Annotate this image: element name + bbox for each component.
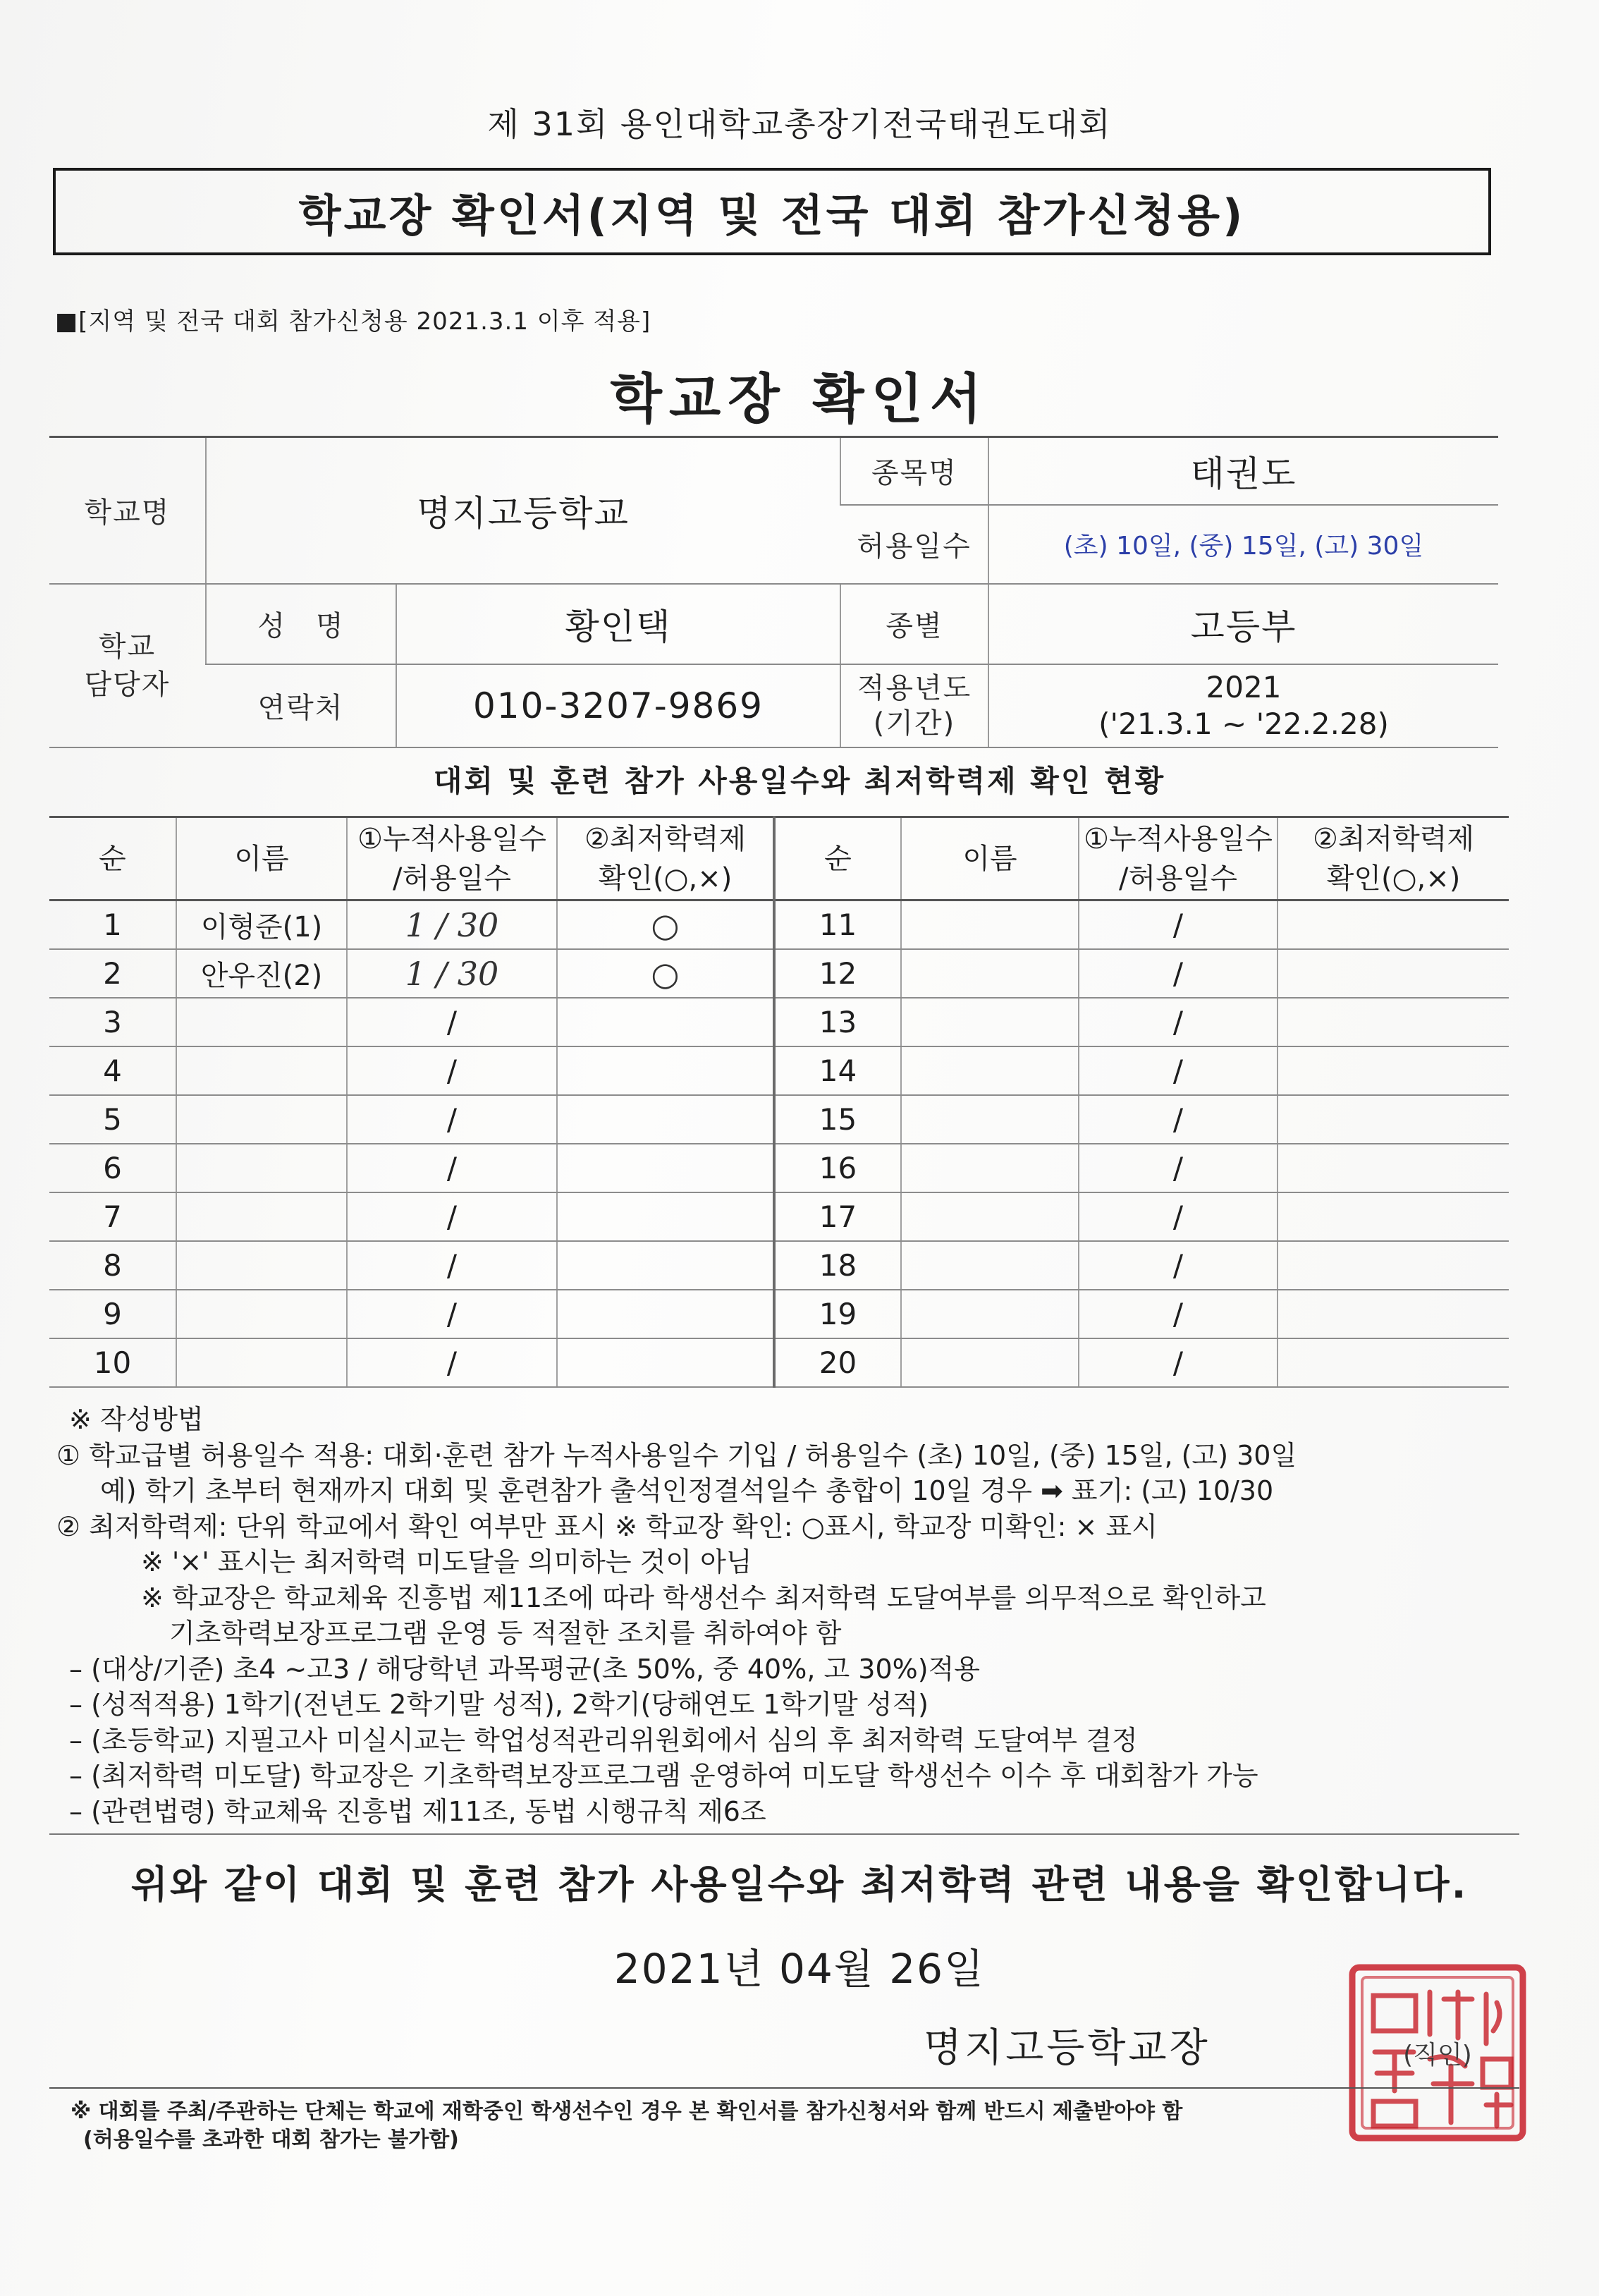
athlete-name-cell — [901, 998, 1079, 1046]
row-number: 13 — [774, 998, 901, 1046]
days-used-cell: / — [1079, 1095, 1278, 1144]
row-number: 16 — [774, 1144, 901, 1192]
instruction-line: ※ 학교장은 학교체육 진흥법 제11조에 따라 학생선수 최저학력 도달여부를 의무적으로 확인하고 — [141, 1582, 1266, 1613]
athlete-name-cell — [176, 1192, 347, 1241]
athlete-name-cell — [901, 1192, 1079, 1241]
days-used-cell: / — [347, 1338, 557, 1387]
days-used-cell: / — [347, 998, 557, 1046]
academic-check-cell — [557, 1095, 774, 1144]
athlete-name-cell — [176, 1144, 347, 1192]
instruction-line: ※ 작성방법 — [69, 1404, 204, 1435]
header-no: 순 — [49, 817, 176, 900]
instruction-line: ② 최저학력제: 단위 학교에서 확인 여부만 표시 ※ 학교장 확인: ○표시, 학교장 미확인: × 표시 — [56, 1510, 1158, 1542]
header-academic-right: ②최저학력제 확인(○,×) — [1278, 817, 1509, 900]
contact-label: 연락처 — [206, 664, 396, 747]
confirmation-statement: 위와 같이 대회 및 훈련 참가 사용일수와 최저학력 관련 내용을 확인합니다. — [130, 1862, 1469, 1907]
academic-check-cell — [1278, 1144, 1509, 1192]
divider-line — [49, 1833, 1519, 1835]
athlete-name-cell — [901, 1046, 1079, 1095]
academic-check-cell — [1278, 1046, 1509, 1095]
header-academic: ②최저학력제 확인(○,×) — [557, 817, 774, 900]
row-number: 18 — [774, 1241, 901, 1290]
table-row — [49, 1046, 1509, 1095]
academic-check-cell — [557, 1338, 774, 1387]
row-number: 10 — [49, 1338, 176, 1387]
athlete-name-cell — [901, 1144, 1079, 1192]
row-number: 9 — [49, 1290, 176, 1338]
sport-label: 종목명 — [840, 437, 988, 505]
form-title: 학교장 확인서(지역 및 전국 대회 참가신청용) — [298, 189, 1246, 241]
row-number: 20 — [774, 1338, 901, 1387]
days-used-cell: / — [1079, 998, 1278, 1046]
days-used-cell: / — [347, 1144, 557, 1192]
division-value: 고등부 — [988, 584, 1498, 664]
participation-table — [49, 816, 1509, 1388]
table-row — [49, 1144, 1509, 1192]
confirmation-date: 2021년 04월 26일 — [613, 1945, 986, 1993]
row-number: 5 — [49, 1095, 176, 1144]
instruction-line: ※ '×' 표시는 최저학력 미도달을 의미하는 것이 아님 — [141, 1546, 752, 1577]
allowed-days-value: (초) 10일, (중) 15일, (고) 30일 — [988, 505, 1498, 584]
period-value: 2021 ('21.3.1 ~ '22.2.28) — [988, 664, 1498, 747]
row-number: 6 — [49, 1144, 176, 1192]
period-label: 적용년도 (기간) — [840, 664, 988, 747]
row-number: 17 — [774, 1192, 901, 1241]
days-used-cell: / — [1079, 900, 1278, 950]
row-number: 11 — [774, 900, 901, 950]
athlete-name-cell — [901, 1241, 1079, 1290]
athlete-name-cell — [176, 998, 347, 1046]
athlete-name-cell: 안우진(2) — [176, 949, 347, 998]
academic-check-cell — [1278, 1095, 1509, 1144]
athlete-name-cell — [901, 1290, 1079, 1338]
row-number: 14 — [774, 1046, 901, 1095]
athlete-name-cell — [176, 1241, 347, 1290]
header-name: 이름 — [176, 817, 347, 900]
days-used-cell: / — [347, 1241, 557, 1290]
academic-check-cell — [557, 998, 774, 1046]
days-used-cell: / — [347, 1290, 557, 1338]
table-row — [49, 998, 1509, 1046]
days-used-cell: / — [347, 1192, 557, 1241]
contact-value: 010-3207-9869 — [396, 664, 840, 747]
table-row — [49, 1192, 1509, 1241]
header-days-right: ①누적사용일수 /허용일수 — [1079, 817, 1278, 900]
athlete-name-cell — [901, 1095, 1079, 1144]
academic-check-cell — [1278, 949, 1509, 998]
footnote-line-2: (허용일수를 초과한 대회 참가는 불가함) — [83, 2127, 459, 2152]
instruction-line: 예) 학기 초부터 현재까지 대회 및 훈련참가 출석인정결석일수 총합이 10일 경우 ➡ 표기: (고) 10/30 — [100, 1475, 1274, 1506]
school-info-table — [49, 436, 1498, 748]
days-used-cell: / — [1079, 1290, 1278, 1338]
division-label: 종별 — [840, 584, 988, 664]
days-used-cell: 1 / 30 — [347, 900, 557, 950]
row-number: 2 — [49, 949, 176, 998]
table-row — [49, 1095, 1509, 1144]
table-row — [49, 900, 1509, 950]
row-number: 12 — [774, 949, 901, 998]
school-name-label: 학교명 — [49, 437, 206, 584]
instruction-line: – (대상/기준) 초4 ~고3 / 해당학년 과목평균(초 50%, 중 40%, 고 30%)적용 — [69, 1653, 980, 1685]
row-number: 3 — [49, 998, 176, 1046]
athlete-name-cell — [176, 1290, 347, 1338]
row-number: 7 — [49, 1192, 176, 1241]
table-row — [49, 1290, 1509, 1338]
header-no-right: 순 — [774, 817, 901, 900]
table-header-row — [49, 817, 1509, 900]
days-used-cell: / — [1079, 1046, 1278, 1095]
instruction-line: ① 학교급별 허용일수 적용: 대회·훈련 참가 누적사용일수 기입 / 허용일수 (초) 10일, (중) 15일, (고) 30일 — [56, 1439, 1297, 1471]
form-title-box — [53, 168, 1491, 255]
athlete-name-cell — [901, 949, 1079, 998]
allowed-days-label: 허용일수 — [840, 505, 988, 584]
academic-check-cell: ○ — [557, 900, 774, 950]
principal-title: 명지고등학교장 — [924, 2025, 1211, 2071]
athlete-name-cell — [901, 1338, 1079, 1387]
table-row — [49, 1338, 1509, 1387]
instruction-line: – (초등학교) 지필고사 미실시교는 학업성적관리위원회에서 심의 후 최저학력 도달여부 결정 — [69, 1724, 1138, 1756]
athlete-name-cell — [176, 1338, 347, 1387]
table-row — [49, 949, 1509, 998]
academic-check-cell — [557, 1290, 774, 1338]
days-used-cell: / — [347, 1046, 557, 1095]
instruction-line: – (최저학력 미도달) 학교장은 기초학력보장프로그램 운영하여 미도달 학생선수 이수 후 대회참가 가능 — [69, 1760, 1258, 1791]
academic-check-cell — [1278, 1338, 1509, 1387]
days-used-cell: / — [1079, 1192, 1278, 1241]
instruction-line: – (관련법령) 학교체육 진흥법 제11조, 동법 시행규칙 제6조 — [69, 1795, 766, 1827]
academic-check-cell — [557, 1046, 774, 1095]
footnote-line-1: ※ 대회를 주최/주관하는 단체는 학교에 재학중인 학생선수인 경우 본 확인서를 참가신청서와 함께 반드시 제출받아야 함 — [71, 2099, 1183, 2124]
event-title: 제 31회 용인대학교총장기전국태권도대회 — [487, 105, 1112, 143]
academic-check-cell: ○ — [557, 949, 774, 998]
days-used-cell: / — [1079, 949, 1278, 998]
header-name-right: 이름 — [901, 817, 1079, 900]
footnote — [71, 2098, 1516, 2154]
header-days: ①누적사용일수 /허용일수 — [347, 817, 557, 900]
academic-check-cell — [1278, 900, 1509, 950]
academic-check-cell — [557, 1241, 774, 1290]
days-used-cell: / — [1079, 1144, 1278, 1192]
academic-check-cell — [1278, 1192, 1509, 1241]
footnote-divider — [49, 2087, 1519, 2089]
athlete-name-cell — [901, 900, 1079, 950]
days-used-cell: / — [1079, 1338, 1278, 1387]
table-row — [49, 1241, 1509, 1290]
instruction-line: – (성적적용) 1학기(전년도 2학기말 성적), 2학기(당해연도 1학기말 성적) — [69, 1689, 929, 1720]
academic-check-cell — [557, 1144, 774, 1192]
seal-label: (직인) — [1403, 2041, 1472, 2070]
writing-instructions — [56, 1402, 1537, 1829]
manager-name-value: 황인택 — [396, 584, 840, 664]
athlete-name-cell — [176, 1046, 347, 1095]
school-name-value: 명지고등학교 — [206, 437, 840, 584]
row-number: 19 — [774, 1290, 901, 1338]
academic-check-cell — [1278, 998, 1509, 1046]
manager-name-label: 성 명 — [206, 584, 396, 664]
athlete-name-cell: 이형준(1) — [176, 900, 347, 950]
academic-check-cell — [1278, 1241, 1509, 1290]
row-number: 8 — [49, 1241, 176, 1290]
days-used-cell: / — [347, 1095, 557, 1144]
manager-label: 학교 담당자 — [49, 584, 206, 747]
status-section-title: 대회 및 훈련 참가 사용일수와 최저학력제 확인 현황 — [433, 764, 1166, 798]
instruction-line: 기초학력보장프로그램 운영 등 적절한 조치를 취하여야 함 — [169, 1618, 842, 1649]
sport-value: 태권도 — [988, 437, 1498, 505]
document-title: 학교장 확인서 — [610, 367, 989, 430]
athlete-name-cell — [176, 1095, 347, 1144]
row-number: 15 — [774, 1095, 901, 1144]
row-number: 4 — [49, 1046, 176, 1095]
days-used-cell: 1 / 30 — [347, 949, 557, 998]
academic-check-cell — [1278, 1290, 1509, 1338]
days-used-cell: / — [1079, 1241, 1278, 1290]
applicability-note: ■[지역 및 전국 대회 참가신청용 2021.3.1 이후 적용] — [55, 307, 651, 336]
row-number: 1 — [49, 900, 176, 950]
academic-check-cell — [557, 1192, 774, 1241]
